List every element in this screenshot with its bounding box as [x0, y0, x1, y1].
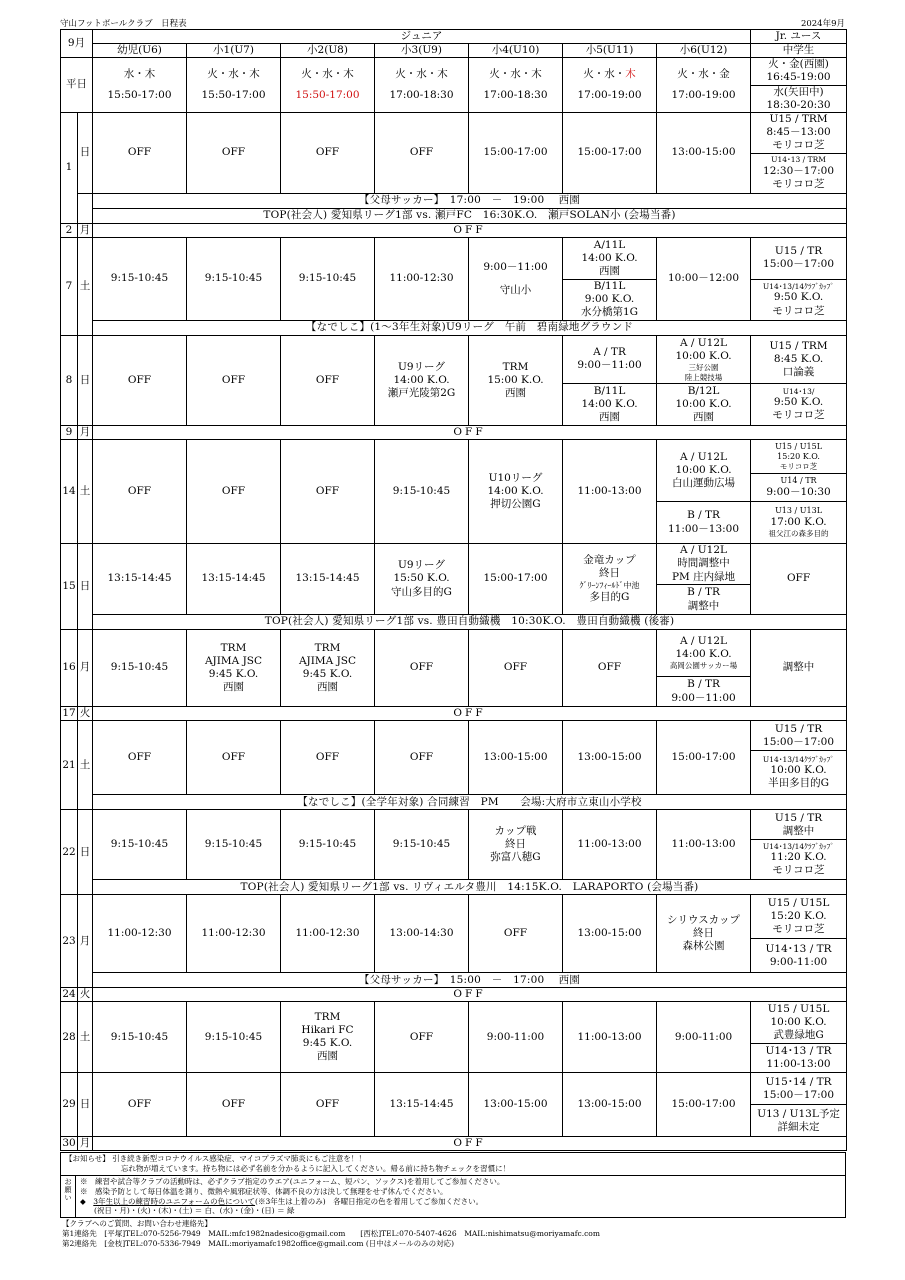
date-2: 2	[61, 223, 78, 237]
cell: OFF	[281, 335, 375, 425]
cell: OFF	[93, 721, 187, 795]
contact-line: 第2連絡先 [金枝]TEL:070-5336-7949 MAIL:moriyamafc1982office@gmail.com (日中はメールのみの対応)	[62, 1238, 455, 1248]
cell: 13:15-14:45	[187, 544, 281, 615]
notice-text: 忘れ物が増えています。持ち物には必ず名前を分かるように記入してください。帰る前に持ち物チェックを習慣に！	[121, 1163, 511, 1173]
off-row: OFF	[93, 223, 847, 237]
jy-cell: U14･13/ 9:50 K.O. モリコロ芝	[751, 383, 847, 425]
cell: 11:00-12:30	[375, 237, 469, 320]
cell: 15:00-17:00	[469, 544, 563, 615]
cell: B/11L 14:00 K.O. 西園	[563, 383, 657, 425]
cell: シリウスカップ 終日 森林公園	[657, 895, 751, 973]
cell: OFF	[93, 440, 187, 544]
date-28: 28	[61, 1002, 78, 1073]
grade-u10: 小4(U10)	[469, 44, 563, 58]
weekday-1-extra	[78, 193, 93, 223]
cell: 9:15-10:45	[281, 237, 375, 320]
jy-cell: U14･13/14ｸﾗﾌﾞｶｯﾌﾟ 11:20 K.O. モリコロ芝	[751, 840, 847, 880]
notice-label: 【お知らせ】	[65, 1154, 110, 1163]
cell: B / TR 11:00－13:00	[657, 502, 751, 544]
date-21: 21	[61, 721, 78, 810]
weekday-u12: 火・水・金 17:00-19:00	[657, 58, 751, 113]
grade-u8: 小2(U8)	[281, 44, 375, 58]
weekday-u10: 火・水・木 17:00-18:30	[469, 58, 563, 113]
cell: TRM 15:00 K.O. 西園	[469, 335, 563, 425]
cell: OFF	[469, 895, 563, 973]
cell: OFF	[281, 721, 375, 795]
cell: 9:15-10:45	[375, 440, 469, 544]
cell: B / TR 9:00－11:00	[657, 677, 751, 707]
cell: OFF	[93, 112, 187, 193]
weekday-1: 日	[78, 112, 93, 193]
jy-cell: U15 / U15L 15:20 K.O. モリコロ芝	[751, 895, 847, 939]
cell: 9:00－11:00 守山小	[469, 237, 563, 320]
cell: OFF	[375, 112, 469, 193]
contact-title: 【クラブへのご質問、お問い合わせ連絡先】	[62, 1219, 212, 1228]
off-row: OFF	[93, 425, 847, 439]
note-row: 【なでしこ】(全学年対象) 合同練習 PM 会場:大府市立東山小学校	[93, 795, 847, 810]
cell: 10:00－12:00	[657, 237, 751, 320]
page-header	[60, 17, 845, 29]
contact-line: 第1連絡先 [平塚]TEL:070-5256-7949 MAIL:mfc1982nadesico@gmail.com [西松]TEL:070-5407-4626 MAIL:nishimatsu@moriyamafc.com	[62, 1228, 600, 1238]
cell: U10リーグ 14:00 K.O. 押切公園G	[469, 440, 563, 544]
weekday-21: 土	[78, 721, 93, 810]
cell: OFF	[93, 1073, 187, 1137]
jy-cell: U15 / TR 15:00－17:00	[751, 237, 847, 279]
cell: OFF	[187, 1073, 281, 1137]
grade-u6: 幼児(U6)	[93, 44, 187, 58]
cell: 11:00-12:30	[281, 895, 375, 973]
cell: OFF	[281, 112, 375, 193]
off-row: OFF	[93, 1137, 847, 1151]
cell: OFF	[93, 335, 187, 425]
weekday-2: 月	[78, 223, 93, 237]
jy-cell: U13 / U13L予定 詳細未定	[751, 1105, 847, 1137]
cell: 15:00-17:00	[657, 1073, 751, 1137]
period-label: 2024年9月	[800, 19, 845, 29]
weekday-9: 月	[78, 425, 93, 439]
weekday-u7: 火・水・木 15:50-17:00	[187, 58, 281, 113]
grade-u12: 小6(U12)	[657, 44, 751, 58]
jy-cell: U15 / TRM 8:45 K.O. 口論義	[751, 335, 847, 383]
weekday-u9: 火・水・木 17:00-18:30	[375, 58, 469, 113]
cell: U9リーグ 14:00 K.O. 瀬戸光陵第2G	[375, 335, 469, 425]
footer	[60, 1152, 846, 1248]
jy-cell: U14･13/14ｸﾗﾌﾞｶｯﾌﾟ 9:50 K.O. モリコロ芝	[751, 279, 847, 320]
cell: 13:00-15:00	[657, 112, 751, 193]
cell: TRM Hikari FC 9:45 K.O. 西園	[281, 1002, 375, 1073]
off-row: OFF	[93, 988, 847, 1002]
cell: 9:15-10:45	[281, 810, 375, 880]
schedule-table	[60, 29, 847, 1151]
jy-cell: U14･13 / TR 11:00-13:00	[751, 1044, 847, 1073]
cell: 9:00-11:00	[469, 1002, 563, 1073]
date-9: 9	[61, 425, 78, 439]
date-24: 24	[62, 988, 76, 1001]
cell: A / U12L 14:00 K.O. 高岡公園サッカー場	[657, 630, 751, 677]
jy-cell: OFF	[751, 544, 847, 615]
weekday-u6: 水・木 15:50-17:00	[93, 58, 187, 113]
cell: OFF	[563, 630, 657, 707]
date-23: 23	[61, 895, 78, 988]
date-17: 17	[62, 707, 76, 719]
request-item: (祝日・月)・(火)・(木)・(土) ＝ 白、(水)・(金)・(日) ＝ 緑	[94, 1206, 295, 1216]
weekday-30: 月	[78, 1137, 93, 1151]
request-item: ◆ 3年生以上の練習時のユニフォームの色について(※3年生は上着のみ) 各曜日指定の色を着用してご参加ください。	[80, 1196, 484, 1206]
weekday-jy: 火・金(西園) 16:45-19:00 水(矢田中) 18:30-20:30	[751, 58, 847, 113]
cell: 9:15-10:45	[187, 237, 281, 320]
date-7: 7	[61, 237, 78, 335]
cell: 13:15-14:45	[93, 544, 187, 615]
weekday-29: 日	[78, 1073, 93, 1137]
cell: 13:00-15:00	[563, 721, 657, 795]
cell: A/11L 14:00 K.O. 西園	[563, 237, 657, 279]
cell: 9:15-10:45	[93, 810, 187, 880]
cell: B / TR 調整中	[657, 585, 751, 615]
cell: OFF	[375, 1002, 469, 1073]
club-title: 守山フットボールクラブ 日程表	[60, 19, 187, 29]
jy-cell: U14･13/14ｸﾗﾌﾞｶｯﾌﾟ 10:00 K.O. 半田多目的G	[751, 751, 847, 795]
cell: 13:00-15:00	[469, 721, 563, 795]
note-row: 【父母サッカー】 15:00 － 17:00 西園	[93, 973, 847, 988]
cell: 11:00-13:00	[563, 1002, 657, 1073]
weekday-22: 日	[78, 810, 93, 895]
weekday-u8: 火・水・木 15:50-17:00	[281, 58, 375, 113]
jy-cell: U15 / U15L 15:20 K.O. モリコロ芝	[751, 440, 847, 474]
cell: OFF	[375, 721, 469, 795]
notice-box	[60, 1152, 846, 1176]
weekday-17: 火	[78, 707, 93, 721]
cell: 11:00-13:00	[563, 440, 657, 544]
note-row: TOP(社会人) 愛知県リーグ1部 vs. 瀬戸FC 16:30K.O. 瀬戸SOLAN小 (会場当番)	[93, 208, 847, 223]
request-label: お 願 い	[61, 1176, 76, 1217]
cell: 15:00-17:00	[563, 112, 657, 193]
date-8: 8	[61, 335, 78, 425]
weekday-u11: 火・水・木 17:00-19:00	[563, 58, 657, 113]
cell: 9:15-10:45	[93, 630, 187, 707]
weekday-label: 平日	[61, 58, 93, 113]
month-cell: 9月	[61, 30, 93, 58]
weekday-28: 土	[78, 1002, 93, 1073]
cell: B/12L 10:00 K.O. 西園	[657, 383, 751, 425]
cell: TRM AJIMA JSC 9:45 K.O. 西園	[187, 630, 281, 707]
cell: A / TR 9:00－11:00	[563, 335, 657, 383]
grade-u11: 小5(U11)	[563, 44, 657, 58]
request-item: ※ 感染予防として毎日体温を測り、微熱や風邪症状等、体調不良の方は決して無理をせず休んでください。	[80, 1186, 448, 1196]
weekday-23: 月	[78, 895, 93, 988]
date-1: 1	[61, 112, 78, 223]
jy-cell: U15 / TRM 8:45－13:00 モリコロ芝	[751, 112, 847, 153]
cell: 13:00-15:00	[563, 895, 657, 973]
cell: OFF	[375, 630, 469, 707]
junior-header: ジュニア	[93, 30, 751, 44]
weekday-15: 日	[78, 544, 93, 630]
cell: 13:00-15:00	[469, 1073, 563, 1137]
off-row: OFF	[93, 707, 847, 721]
weekday-8: 日	[78, 335, 93, 425]
cell: OFF	[187, 440, 281, 544]
cell: OFF	[469, 630, 563, 707]
cell: A / U12L 10:00 K.O. 三好公園 陸上競技場	[657, 335, 751, 383]
notice-text: 引き続き新型コロナウイルス感染症、マイコプラズマ肺炎にもご注意を！！	[112, 1154, 366, 1163]
date-22: 22	[61, 810, 78, 895]
jy-cell: U15 / TR 15:00－17:00	[751, 721, 847, 751]
weekday-14: 土	[78, 440, 93, 544]
note-row: TOP(社会人) 愛知県リーグ1部 vs. リヴィエルタ豊川 14:15K.O. LARAPORTO (会場当番)	[93, 880, 847, 895]
request-box	[60, 1176, 846, 1218]
cell: 15:00-17:00	[469, 112, 563, 193]
cell: 13:15-14:45	[375, 1073, 469, 1137]
cell: 9:15-10:45	[187, 1002, 281, 1073]
cell: 11:00-12:30	[93, 895, 187, 973]
cell: B/11L 9:00 K.O. 水分橋第1G	[563, 279, 657, 320]
jryouth-header: Jr. ユース	[751, 30, 847, 44]
date-30: 30	[62, 1137, 76, 1150]
grade-u9: 小3(U9)	[375, 44, 469, 58]
jy-cell: U15 / TR 調整中	[751, 810, 847, 840]
jy-cell: U15･14 / TR 15:00－17:00	[751, 1073, 847, 1105]
cell: 9:15-10:45	[375, 810, 469, 880]
weekday-7: 土	[78, 237, 93, 335]
cell: 9:00-11:00	[657, 1002, 751, 1073]
weekday-24: 火	[78, 988, 93, 1002]
date-15: 15	[61, 544, 78, 630]
jy-cell: U14･13 / TR 9:00-11:00	[751, 939, 847, 973]
request-body	[76, 1176, 508, 1217]
cell: OFF	[187, 721, 281, 795]
cell: カップ戦 終日 弥富八穂G	[469, 810, 563, 880]
cell: U9リーグ 15:50 K.O. 守山多目的G	[375, 544, 469, 615]
weekday-16: 月	[78, 630, 93, 707]
cell: TRM AJIMA JSC 9:45 K.O. 西園	[281, 630, 375, 707]
cell: 13:00-14:30	[375, 895, 469, 973]
date-29: 29	[61, 1073, 78, 1137]
request-item: ※ 練習や試合等クラブの活動時は、必ずクラブ指定のウエア(ユニフォーム、短パン、ソックス)を着用してご参加ください。	[80, 1177, 505, 1186]
cell: 11:00-13:00	[563, 810, 657, 880]
jy-cell: U14 / TR 9:00－10:30	[751, 474, 847, 502]
grade-u7: 小1(U7)	[187, 44, 281, 58]
cell: 11:00-13:00	[657, 810, 751, 880]
date-16: 16	[61, 630, 78, 707]
note-row: 【なでしこ】(1～3年生対象)U9リーグ 午前 碧南緑地グラウンド	[93, 320, 847, 335]
jy-cell: U15 / U15L 10:00 K.O. 武豊緑地G	[751, 1002, 847, 1044]
note-row: TOP(社会人) 愛知県リーグ1部 vs. 豊田自動織機 10:30K.O. 豊田自動織機 (後審)	[93, 615, 847, 630]
jy-cell: U13 / U13L 17:00 K.O. 祖父江の森多目的	[751, 502, 847, 544]
jy-cell: 調整中	[751, 630, 847, 707]
cell: 9:15-10:45	[93, 237, 187, 320]
cell: 9:15-10:45	[187, 810, 281, 880]
cell: OFF	[281, 440, 375, 544]
cell: 15:00-17:00	[657, 721, 751, 795]
cell: 13:15-14:45	[281, 544, 375, 615]
cell: 金竜カップ 終日 ｸﾞﾘｰﾝﾌｨｰﾙﾄﾞ中池 多目的G	[563, 544, 657, 615]
cell: OFF	[281, 1073, 375, 1137]
cell: OFF	[187, 335, 281, 425]
contact-section	[60, 1218, 846, 1248]
cell: A / U12L 10:00 K.O. 白山運動広場	[657, 440, 751, 502]
cell: A / U12L 時間調整中 PM 庄内緑地	[657, 544, 751, 585]
cell: 11:00-12:30	[187, 895, 281, 973]
date-14: 14	[61, 440, 78, 544]
cell: OFF	[187, 112, 281, 193]
cell: 13:00-15:00	[563, 1073, 657, 1137]
cell: 9:15-10:45	[93, 1002, 187, 1073]
grade-jhs: 中学生	[751, 44, 847, 58]
jy-cell: U14･13 / TRM 12:30－17:00 モリコロ芝	[751, 153, 847, 193]
note-row: 【父母サッカー】 17:00 － 19:00 西園	[93, 193, 847, 208]
